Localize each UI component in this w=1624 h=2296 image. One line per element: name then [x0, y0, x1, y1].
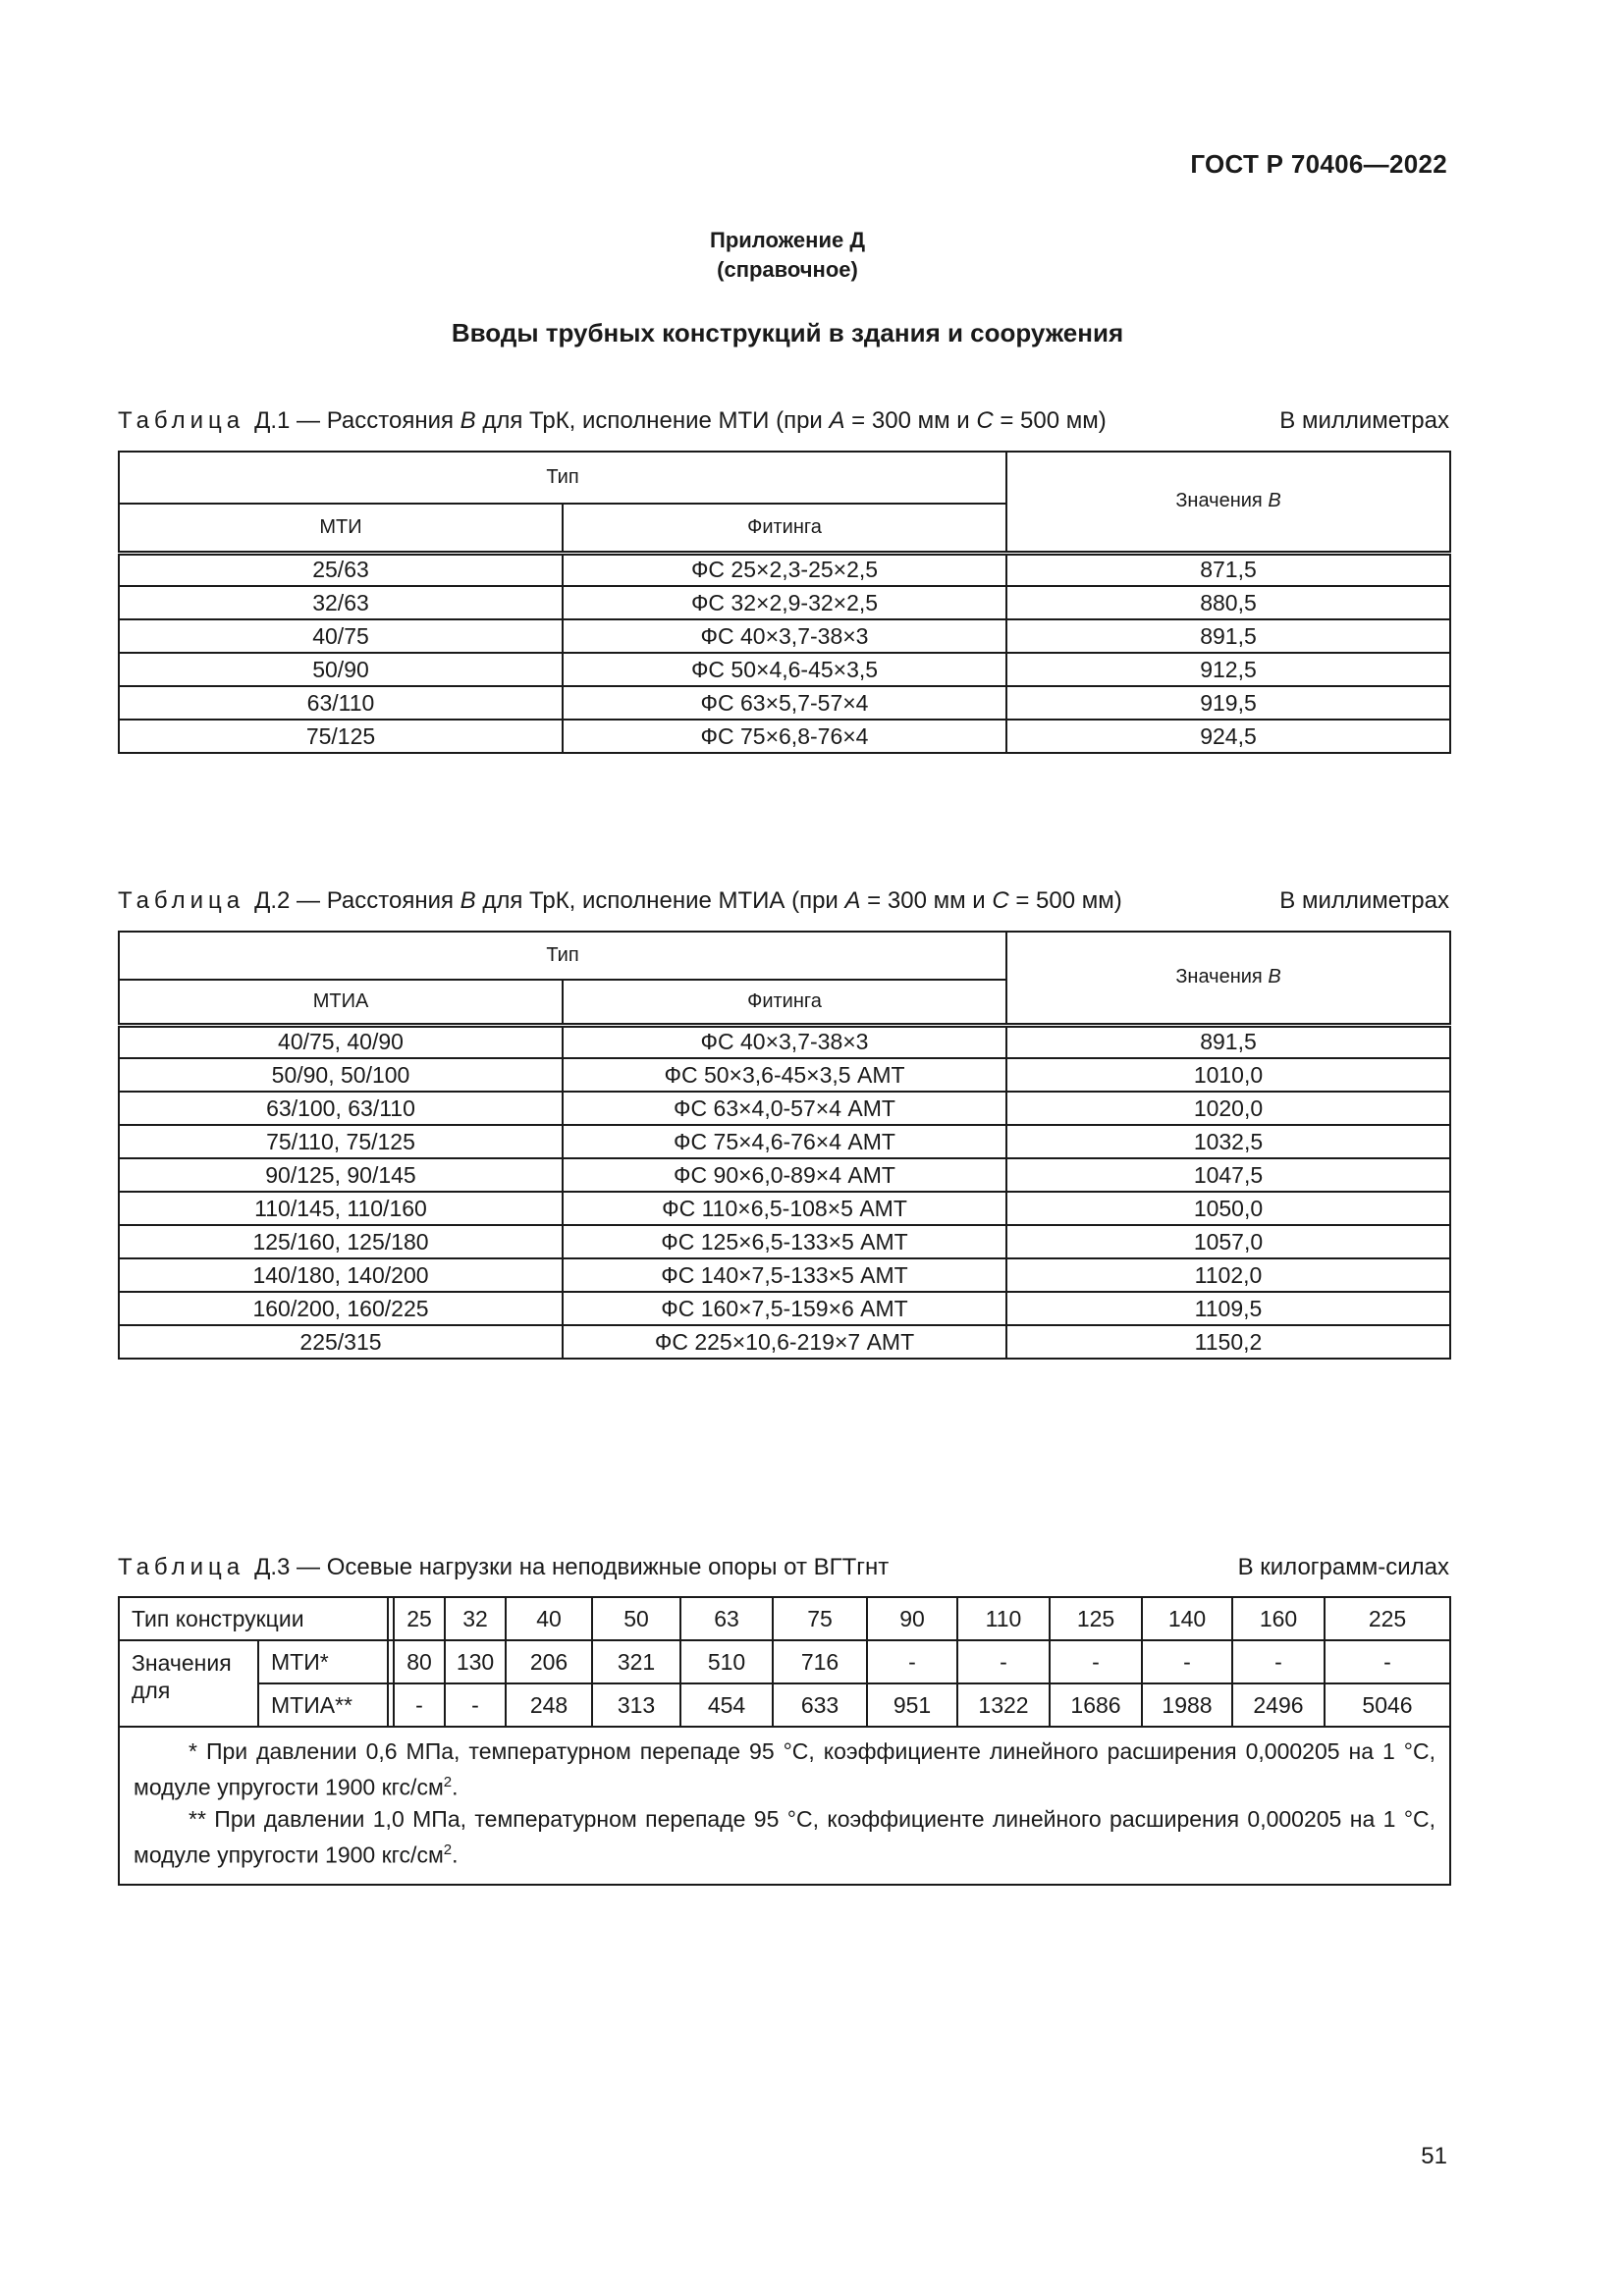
fitting-cell: ФС 25×2,3-25×2,5 [563, 553, 1006, 586]
table-row [119, 619, 1450, 653]
value-cell: 891,5 [1006, 1025, 1450, 1058]
table-row [119, 1640, 1450, 1683]
load-value-cell: 454 [680, 1683, 773, 1727]
table-row [119, 1158, 1450, 1192]
load-value-cell: 2496 [1232, 1683, 1325, 1727]
size-cell: 160 [1232, 1597, 1325, 1640]
series-label-cell: МТИ* [258, 1640, 388, 1683]
size-cell: 125 [1050, 1597, 1142, 1640]
load-value-cell: 130 [445, 1640, 506, 1683]
fitting-cell: ФС 50×4,6-45×3,5 [563, 653, 1006, 686]
size-cell: 32 [445, 1597, 506, 1640]
fitting-cell: ФС 40×3,7-38×3 [563, 1025, 1006, 1058]
type-cell: 90/125, 90/145 [119, 1158, 563, 1192]
table-row [119, 1092, 1450, 1125]
value-cell: 919,5 [1006, 686, 1450, 720]
value-cell: 1050,0 [1006, 1192, 1450, 1225]
load-value-cell: 321 [592, 1640, 680, 1683]
type-cell: 110/145, 110/160 [119, 1192, 563, 1225]
table1-units: В миллиметрах [1279, 407, 1449, 434]
table-row [119, 720, 1450, 753]
document-code: ГОСТ Р 70406—2022 [1190, 149, 1447, 179]
values-label-cell: Значения для [119, 1640, 258, 1727]
footnote-2-end: . [452, 1842, 459, 1868]
type-cell: 75/110, 75/125 [119, 1125, 563, 1158]
load-value-cell: 716 [773, 1640, 867, 1683]
fitting-cell: ФС 63×5,7-57×4 [563, 686, 1006, 720]
load-value-cell: 1686 [1050, 1683, 1142, 1727]
table-row [119, 1025, 1450, 1058]
load-value-cell: - [957, 1640, 1050, 1683]
load-value-cell: 5046 [1325, 1683, 1450, 1727]
value-cell: 1032,5 [1006, 1125, 1450, 1158]
table1-header-type: Тип [119, 452, 1006, 504]
load-value-cell: - [1142, 1640, 1232, 1683]
value-cell: 891,5 [1006, 619, 1450, 653]
load-value-cell: 1988 [1142, 1683, 1232, 1727]
fitting-cell: ФС 50×3,6-45×3,5 АМТ [563, 1058, 1006, 1092]
value-cell: 912,5 [1006, 653, 1450, 686]
size-cell: 140 [1142, 1597, 1232, 1640]
section-title: Вводы трубных конструкций в здания и сооружения [451, 318, 1124, 347]
table-row [119, 1683, 1450, 1727]
appendix-title: Приложение Д [710, 228, 865, 252]
value-cell: 1047,5 [1006, 1158, 1450, 1192]
table3 [118, 1596, 1451, 1886]
table1-caption: Таблица Д.1 — Расстояния В для ТрК, исполнение МТИ (при А = 300 мм и С = 500 мм) В миллиметрах [118, 407, 1449, 434]
fitting-cell: ФС 160×7,5-159×6 АМТ [563, 1292, 1006, 1325]
footnote-2-text: ** При давлении 1,0 МПа, температурном перепаде 95 °С, коэффициенте линейного расширения 0,000205 на 1 °С, модуле упругости 1900 кгс/см [134, 1805, 1436, 1868]
value-cell: 1150,2 [1006, 1325, 1450, 1359]
type-cell: 63/110 [119, 686, 563, 720]
table2-header-col1: МТИА [119, 980, 563, 1025]
value-cell: 871,5 [1006, 553, 1450, 586]
size-cell: 40 [506, 1597, 592, 1640]
load-value-cell: 206 [506, 1640, 592, 1683]
fitting-cell: ФС 75×6,8-76×4 [563, 720, 1006, 753]
fitting-cell: ФС 140×7,5-133×5 АМТ [563, 1258, 1006, 1292]
series-label-cell: МТИА** [258, 1683, 388, 1727]
table-row [119, 1597, 1450, 1640]
table-row [119, 1125, 1450, 1158]
type-label-cell: Тип конструкции [119, 1597, 388, 1640]
size-cell: 25 [394, 1597, 445, 1640]
table-row [119, 1325, 1450, 1359]
type-cell: 75/125 [119, 720, 563, 753]
value-cell: 880,5 [1006, 586, 1450, 619]
fitting-cell: ФС 75×4,6-76×4 АМТ [563, 1125, 1006, 1158]
load-value-cell: 313 [592, 1683, 680, 1727]
load-value-cell: - [1232, 1640, 1325, 1683]
size-cell: 225 [1325, 1597, 1450, 1640]
fitting-cell: ФС 90×6,0-89×4 АМТ [563, 1158, 1006, 1192]
table-row [119, 586, 1450, 619]
type-cell: 32/63 [119, 586, 563, 619]
table1 [118, 451, 1451, 754]
table-row [119, 553, 1450, 586]
load-value-cell: 951 [867, 1683, 957, 1727]
load-value-cell: - [1050, 1640, 1142, 1683]
table3-units: В килограмм-силах [1237, 1554, 1449, 1580]
load-value-cell: - [394, 1683, 445, 1727]
footnote-2 [134, 1803, 1435, 1871]
table-row [119, 653, 1450, 686]
table1-header-col2: Фитинга [563, 504, 1006, 553]
load-value-cell: 80 [394, 1640, 445, 1683]
fitting-cell: ФС 40×3,7-38×3 [563, 619, 1006, 653]
value-cell: 1057,0 [1006, 1225, 1450, 1258]
load-value-cell: 633 [773, 1683, 867, 1727]
load-value-cell: - [445, 1683, 506, 1727]
table2-header-value: Значения В [1006, 932, 1450, 1025]
table-row [119, 1292, 1450, 1325]
appendix-subtitle: (справочное) [717, 257, 858, 282]
size-cell: 63 [680, 1597, 773, 1640]
type-cell: 40/75 [119, 619, 563, 653]
type-cell: 125/160, 125/180 [119, 1225, 563, 1258]
table-row [119, 1192, 1450, 1225]
type-cell: 160/200, 160/225 [119, 1292, 563, 1325]
table1-header-col1: МТИ [119, 504, 563, 553]
value-cell: 1010,0 [1006, 1058, 1450, 1092]
value-cell: 1020,0 [1006, 1092, 1450, 1125]
load-value-cell: - [1325, 1640, 1450, 1683]
size-cell: 50 [592, 1597, 680, 1640]
table2-header-type: Тип [119, 932, 1006, 980]
table2-units: В миллиметрах [1279, 887, 1449, 914]
table3-caption: Таблица Д.3 — Осевые нагрузки на неподвижные опоры от ВГТгнт В килограмм-силах [118, 1554, 1449, 1580]
value-cell: 924,5 [1006, 720, 1450, 753]
fitting-cell: ФС 125×6,5-133×5 АМТ [563, 1225, 1006, 1258]
type-cell: 50/90, 50/100 [119, 1058, 563, 1092]
type-cell: 140/180, 140/200 [119, 1258, 563, 1292]
value-cell: 1109,5 [1006, 1292, 1450, 1325]
table1-header-value: Значения В [1006, 452, 1450, 553]
footnote-2-sup: 2 [443, 1841, 453, 1858]
size-cell: 110 [957, 1597, 1050, 1640]
size-cell: 75 [773, 1597, 867, 1640]
page-number: 51 [1421, 2143, 1447, 2169]
fitting-cell: ФС 32×2,9-32×2,5 [563, 586, 1006, 619]
type-cell: 225/315 [119, 1325, 563, 1359]
footnote-1 [134, 1735, 1435, 1803]
table-row [119, 1258, 1450, 1292]
fitting-cell: ФС 110×6,5-108×5 АМТ [563, 1192, 1006, 1225]
size-cell: 90 [867, 1597, 957, 1640]
footnote-1-sup: 2 [443, 1774, 453, 1790]
table2 [118, 931, 1451, 1360]
table-row [119, 1727, 1450, 1885]
type-cell: 63/100, 63/110 [119, 1092, 563, 1125]
type-cell: 40/75, 40/90 [119, 1025, 563, 1058]
fitting-cell: ФС 225×10,6-219×7 АМТ [563, 1325, 1006, 1359]
type-cell: 25/63 [119, 553, 563, 586]
notes-cell [119, 1727, 1450, 1885]
load-value-cell: - [867, 1640, 957, 1683]
fitting-cell: ФС 63×4,0-57×4 АМТ [563, 1092, 1006, 1125]
table-row [119, 686, 1450, 720]
load-value-cell: 1322 [957, 1683, 1050, 1727]
table-row [119, 1225, 1450, 1258]
table2-header-col2: Фитинга [563, 980, 1006, 1025]
footnote-1-text: * При давлении 0,6 МПа, температурном перепаде 95 °С, коэффициенте линейного расширения 0,000205 на 1 °С, модуле упругости 1900 кгс/см [134, 1738, 1436, 1800]
table2-caption: Таблица Д.2 — Расстояния В для ТрК, исполнение МТИА (при А = 300 мм и С = 500 мм) В миллиметрах [118, 887, 1449, 914]
footnote-1-end: . [452, 1774, 459, 1800]
load-value-cell: 248 [506, 1683, 592, 1727]
table-row [119, 1058, 1450, 1092]
load-value-cell: 510 [680, 1640, 773, 1683]
type-cell: 50/90 [119, 653, 563, 686]
value-cell: 1102,0 [1006, 1258, 1450, 1292]
